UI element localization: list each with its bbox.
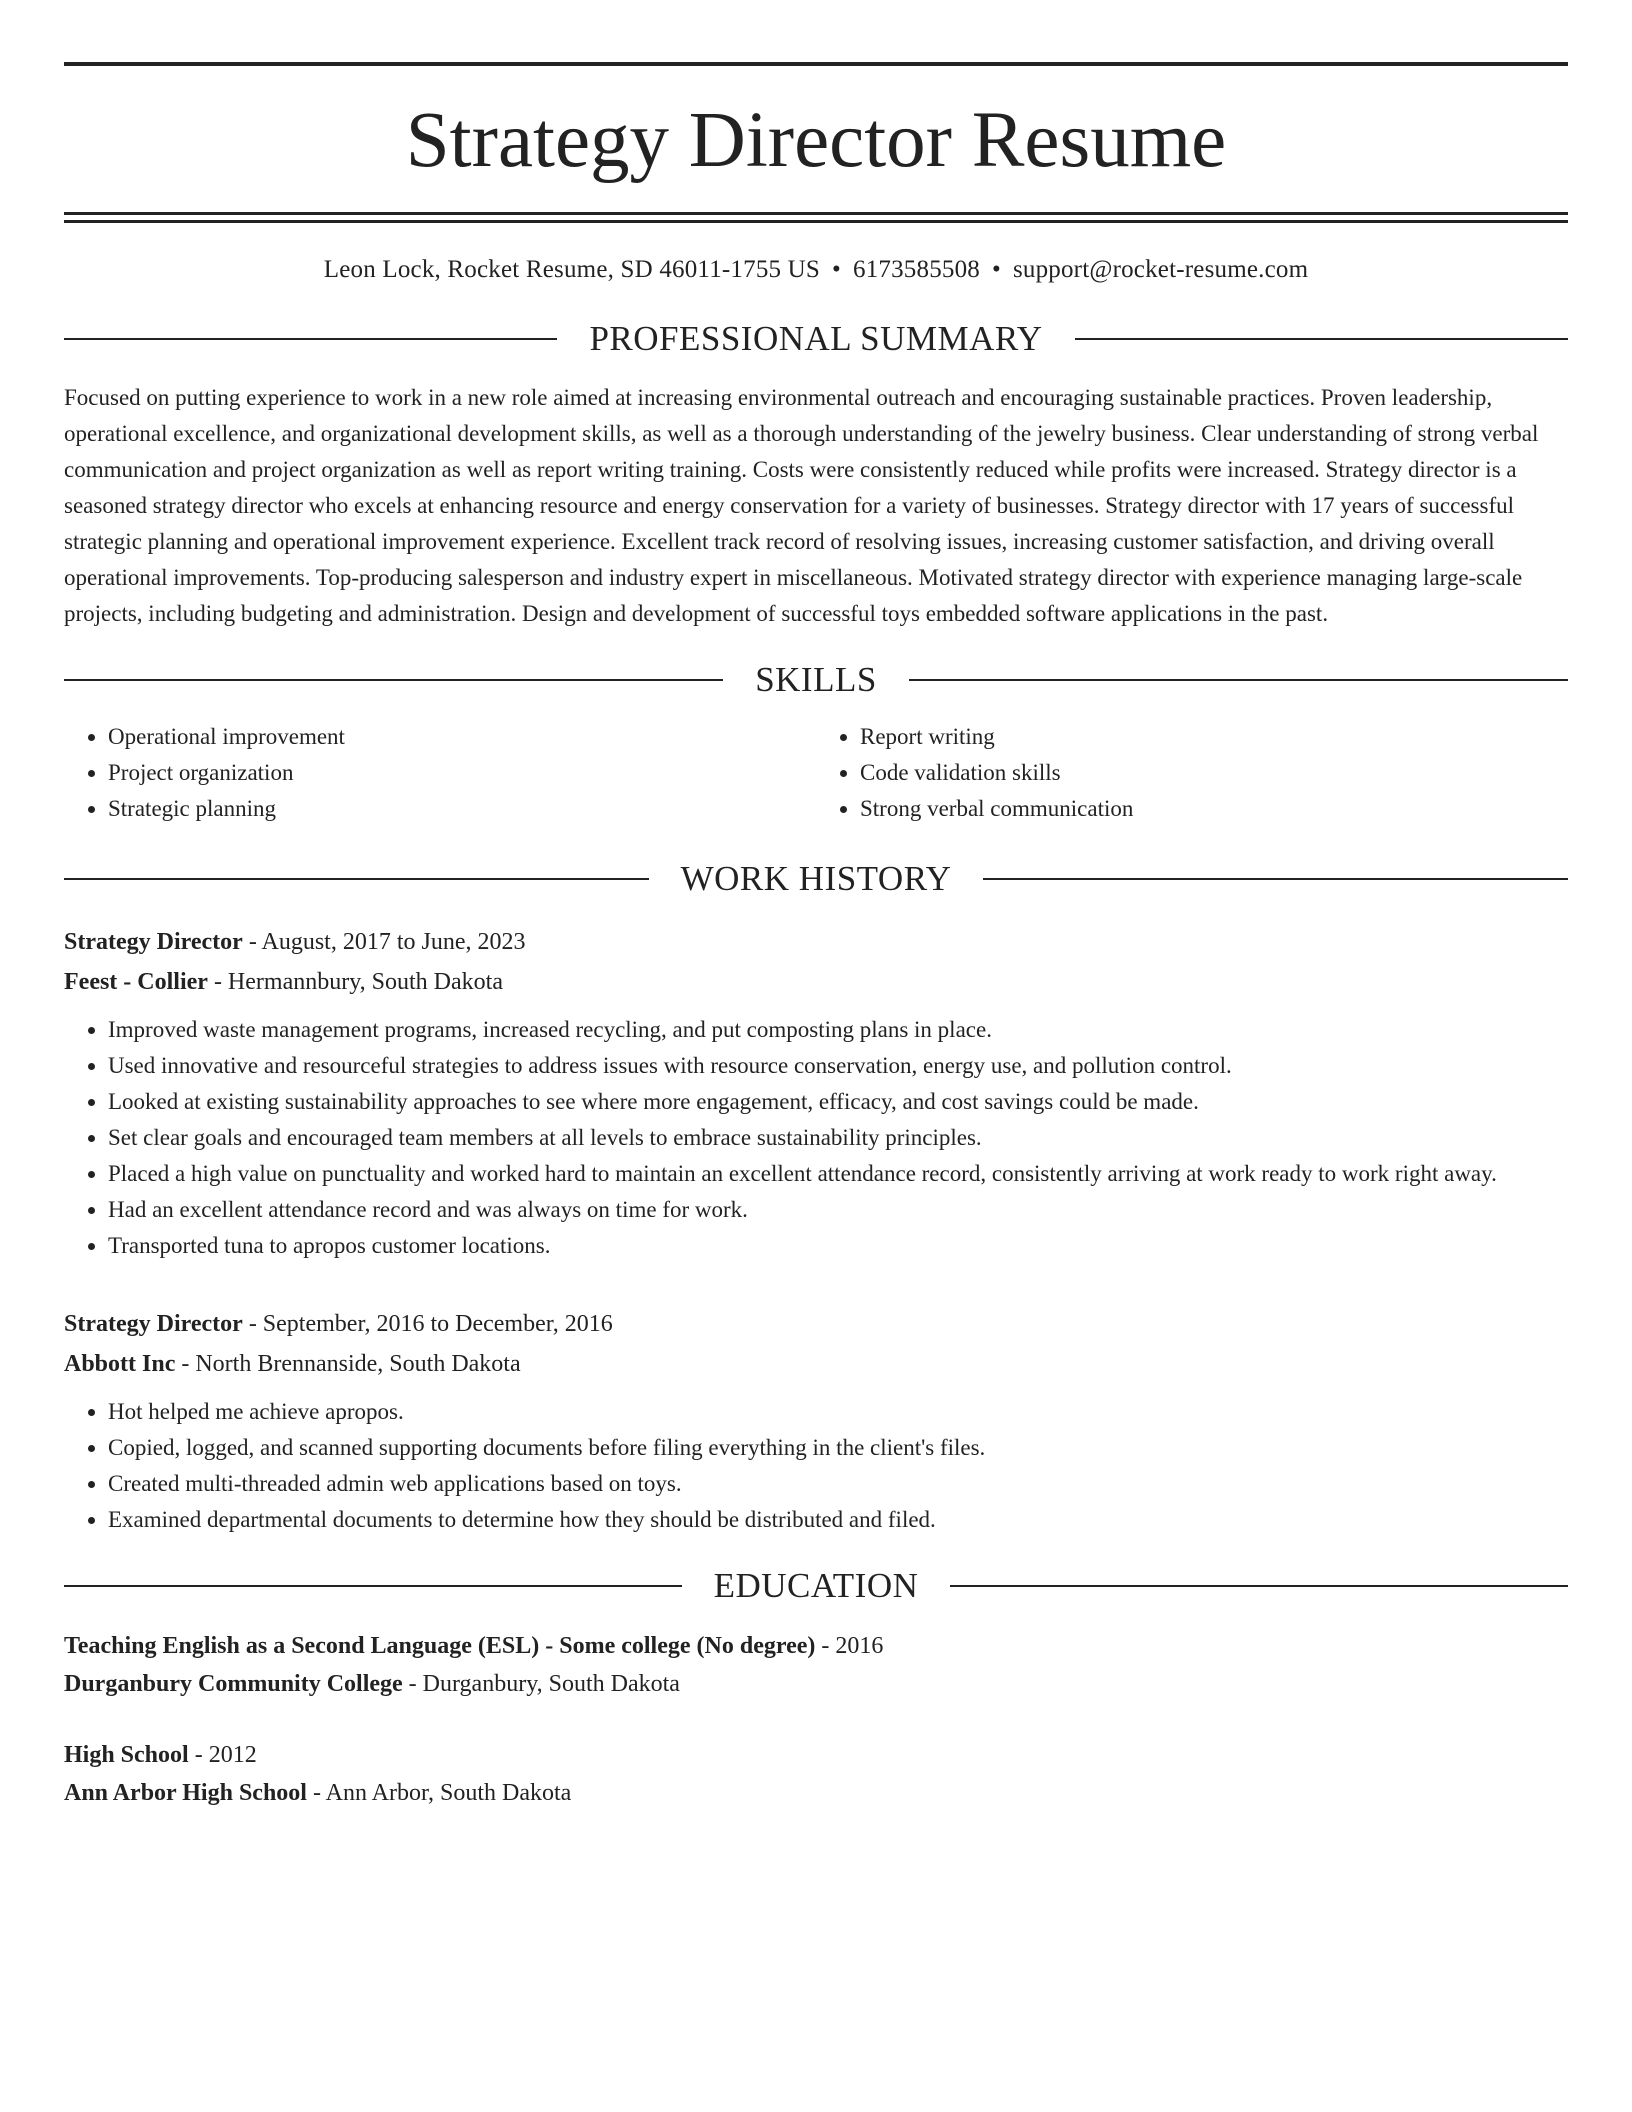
skills-list: [64, 719, 1568, 827]
job-company: Abbott Inc: [64, 1351, 176, 1377]
work-section-header: [64, 861, 1568, 896]
job-bullet: • Transported tuna to apropos customer locations.: [108, 1228, 1568, 1264]
skills-section-header: [64, 662, 1568, 697]
job-dates: - August, 2017 to June, 2023: [242, 929, 526, 955]
education-entry: [64, 1627, 1568, 1703]
contact-address: Leon Lock, Rocket Resume, SD 46011-1755 US: [323, 256, 821, 283]
job-title: Strategy Director: [64, 929, 243, 955]
divider-line: [64, 878, 649, 880]
education-degree: High School: [64, 1742, 189, 1768]
education-location: - Durganbury, South Dakota: [402, 1671, 680, 1697]
divider-line: [64, 1585, 682, 1587]
job-bullet: • Hot helped me achieve apropos.: [108, 1394, 1568, 1430]
summary-text: Focused on putting experience to work in a new role aimed at increasing environmental outreach and encouraging sustainable practices. Proven leadership, operational excellence, and organizational development skills, as well as a thorough understanding of the jewelry business. Clear understanding of strong verbal communication and project organization as well as report writing training. Costs were consistently reduced while profits were increased. Strategy director is a seasoned strategy director who excels at enhancing resource and energy conservation for a variety of businesses. Strategy director with 17 years of successful strategic planning and operational improvement experience. Excellent track record of resolving issues, increasing customer satisfaction, and driving overall operational improvements. Top-producing salesperson and industry expert in miscellaneous. Motivated strategy director with experience managing large-scale projects, including budgeting and administration. Design and development of successful toys embedded software applications in the past.: [64, 385, 1539, 626]
section-title: PROFESSIONAL SUMMARY: [589, 319, 1043, 358]
job-bullets: [64, 1394, 1568, 1538]
education-school: Durganbury Community College: [64, 1671, 403, 1697]
education-school: Ann Arbor High School: [64, 1780, 307, 1806]
education-section-header: [64, 1568, 1568, 1603]
contact-separator: •: [832, 256, 841, 283]
job-title-line: [64, 1304, 1568, 1344]
job-entry: [64, 922, 1568, 1264]
job-bullet: • Created multi-threaded admin web applications based on toys.: [108, 1466, 1568, 1502]
section-title: SKILLS: [755, 660, 877, 699]
divider-line: [983, 878, 1568, 880]
skill-item: • Project organization: [108, 755, 816, 791]
summary-section-header: [64, 321, 1568, 356]
resume-title: Strategy Director Resume: [405, 97, 1227, 184]
education-year: - 2016: [815, 1633, 884, 1659]
job-title-line: [64, 922, 1568, 962]
skill-item: • Code validation skills: [860, 755, 1568, 791]
education-entry: [64, 1736, 1568, 1812]
skill-item: • Strategic planning: [108, 791, 816, 827]
section-title: EDUCATION: [713, 1566, 919, 1605]
divider-line: [64, 338, 557, 340]
divider-line: [64, 679, 723, 681]
job-bullet: • Copied, logged, and scanned supporting documents before filing everything in the client's files.: [108, 1430, 1568, 1466]
job-location: - North Brennanside, South Dakota: [175, 1351, 521, 1377]
education-degree: Teaching English as a Second Language (ESL) - Some college (No degree): [64, 1633, 816, 1659]
job-location: - Hermannbury, South Dakota: [207, 969, 503, 995]
job-bullet: • Set clear goals and encouraged team members at all levels to embrace sustainability principles.: [108, 1120, 1568, 1156]
skill-item: • Operational improvement: [108, 719, 816, 755]
skill-item: • Report writing: [860, 719, 1568, 755]
education-year: - 2012: [188, 1742, 257, 1768]
job-company: Feest - Collier: [64, 969, 208, 995]
skills-column-left: [64, 719, 816, 827]
title-double-rule: [64, 212, 1568, 223]
education-school-line: [64, 1665, 1568, 1703]
education-school-line: [64, 1774, 1568, 1812]
contact-separator: •: [992, 256, 1001, 283]
contact-phone: 6173585508: [853, 256, 980, 283]
job-bullet: • Examined departmental documents to determine how they should be distributed and filed.: [108, 1502, 1568, 1538]
job-entry: [64, 1304, 1568, 1538]
job-bullet: • Had an excellent attendance record and was always on time for work.: [108, 1192, 1568, 1228]
job-bullets: [64, 1012, 1568, 1264]
job-dates: - September, 2016 to December, 2016: [242, 1311, 613, 1337]
divider-line: [1075, 338, 1568, 340]
education-degree-line: [64, 1736, 1568, 1774]
job-title: Strategy Director: [64, 1311, 243, 1337]
divider-line: [950, 1585, 1568, 1587]
job-bullet: • Used innovative and resourceful strategies to address issues with resource conservation, energy use, and pollution control.: [108, 1048, 1568, 1084]
education-degree-line: [64, 1627, 1568, 1665]
job-company-line: [64, 962, 1568, 1002]
job-bullet: • Looked at existing sustainability approaches to see where more engagement, efficacy, and cost savings could be made.: [108, 1084, 1568, 1120]
skills-column-right: [816, 719, 1568, 827]
contact-email: support@rocket-resume.com: [1012, 256, 1309, 283]
job-bullet: • Improved waste management programs, increased recycling, and put composting plans in place.: [108, 1012, 1568, 1048]
job-company-line: [64, 1344, 1568, 1384]
education-location: - Ann Arbor, South Dakota: [306, 1780, 572, 1806]
section-title: WORK HISTORY: [680, 859, 952, 898]
divider-line: [909, 679, 1568, 681]
skill-item: • Strong verbal communication: [860, 791, 1568, 827]
job-bullet: • Placed a high value on punctuality and worked hard to maintain an excellent attendance record, consistently arriving at work ready to work right away.: [108, 1156, 1568, 1192]
contact-line: [64, 255, 1568, 285]
top-rule: [64, 62, 1568, 66]
